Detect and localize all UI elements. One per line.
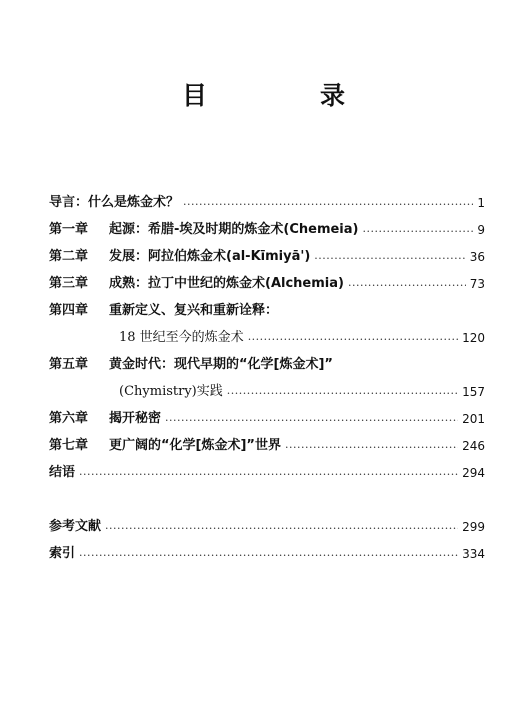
toc-entry-page: 334: [462, 547, 485, 561]
toc-chapter-number: 第五章: [49, 357, 89, 372]
toc-entry-page: 157: [462, 385, 485, 399]
toc-chapter-number: 第七章: [49, 438, 89, 453]
toc-entry-chapter-4-cont[interactable]: [119, 326, 485, 346]
toc-entry-page: 294: [462, 466, 485, 480]
dot-leader: [362, 226, 473, 238]
toc-entry-chapter-1[interactable]: [49, 218, 485, 238]
toc-entry-chapter-5-cont[interactable]: [119, 380, 485, 400]
toc-entry-label: 18 世纪至今的炼金术: [119, 330, 244, 345]
dot-leader: [227, 388, 458, 400]
toc-entry-page: 201: [462, 412, 485, 426]
toc-entry-page: 246: [462, 439, 485, 453]
dot-leader: [183, 199, 473, 211]
dot-leader: [79, 550, 458, 562]
toc-entry-label: 发展：阿拉伯炼金术(al-Kīmiyā'): [109, 249, 311, 264]
toc-entry-page: 73: [469, 277, 485, 291]
toc-entry-introduction[interactable]: [49, 191, 485, 211]
dot-leader: [105, 523, 458, 535]
toc-entry-label: (Chymistry)实践: [119, 384, 223, 399]
toc-entry-page: 36: [469, 250, 485, 264]
toc-entry-label: 揭开秘密: [109, 411, 162, 426]
toc-entry-chapter-3[interactable]: [49, 272, 485, 292]
toc-entry-conclusion[interactable]: [49, 461, 485, 481]
toc-chapter-number: 第一章: [49, 222, 89, 237]
toc-entry-page: 9: [477, 223, 485, 237]
toc-entry-chapter-6[interactable]: [49, 407, 485, 427]
toc-chapter-number: 第六章: [49, 411, 89, 426]
dot-leader: [248, 334, 458, 346]
toc-entry-chapter-5[interactable]: [49, 353, 485, 373]
toc-entry-page: 1: [477, 196, 485, 210]
toc-entry-chapter-2[interactable]: [49, 245, 485, 265]
toc-entry-chapter-4[interactable]: [49, 299, 485, 319]
toc-entry-label: 更广阔的“化学[炼金术]”世界: [109, 438, 281, 453]
toc-chapter-number: 第三章: [49, 276, 89, 291]
toc-entry-index[interactable]: [49, 542, 485, 562]
toc-entry-page: 299: [462, 520, 485, 534]
toc-entry-label: 参考文献: [49, 519, 102, 534]
toc-entry-label: 黄金时代：现代早期的“化学[炼金术]”: [109, 357, 333, 372]
dot-leader: [314, 253, 465, 265]
toc-entry-label: 成熟：拉丁中世纪的炼金术(Alchemia): [109, 276, 344, 291]
dot-leader: [348, 280, 466, 292]
toc-entry-chapter-7[interactable]: [49, 434, 485, 454]
toc-entry-label: 结语: [49, 465, 76, 480]
toc-entry-references[interactable]: [49, 515, 485, 535]
dot-leader: [79, 469, 458, 481]
toc-entry-label: 起源：希腊-埃及时期的炼金术(Chemeia): [109, 222, 359, 237]
dot-leader: [285, 442, 458, 454]
toc-entry-label: 导言：什么是炼金术？: [49, 195, 180, 210]
toc-chapter-number: 第四章: [49, 303, 89, 318]
toc-entry-label: 重新定义、复兴和重新诠释：: [109, 303, 279, 318]
toc-chapter-number: 第二章: [49, 249, 89, 264]
page-title: 目 录: [181, 81, 389, 110]
toc-entry-page: 120: [462, 331, 485, 345]
dot-leader: [165, 415, 458, 427]
toc-entry-label: 索引: [49, 546, 76, 561]
